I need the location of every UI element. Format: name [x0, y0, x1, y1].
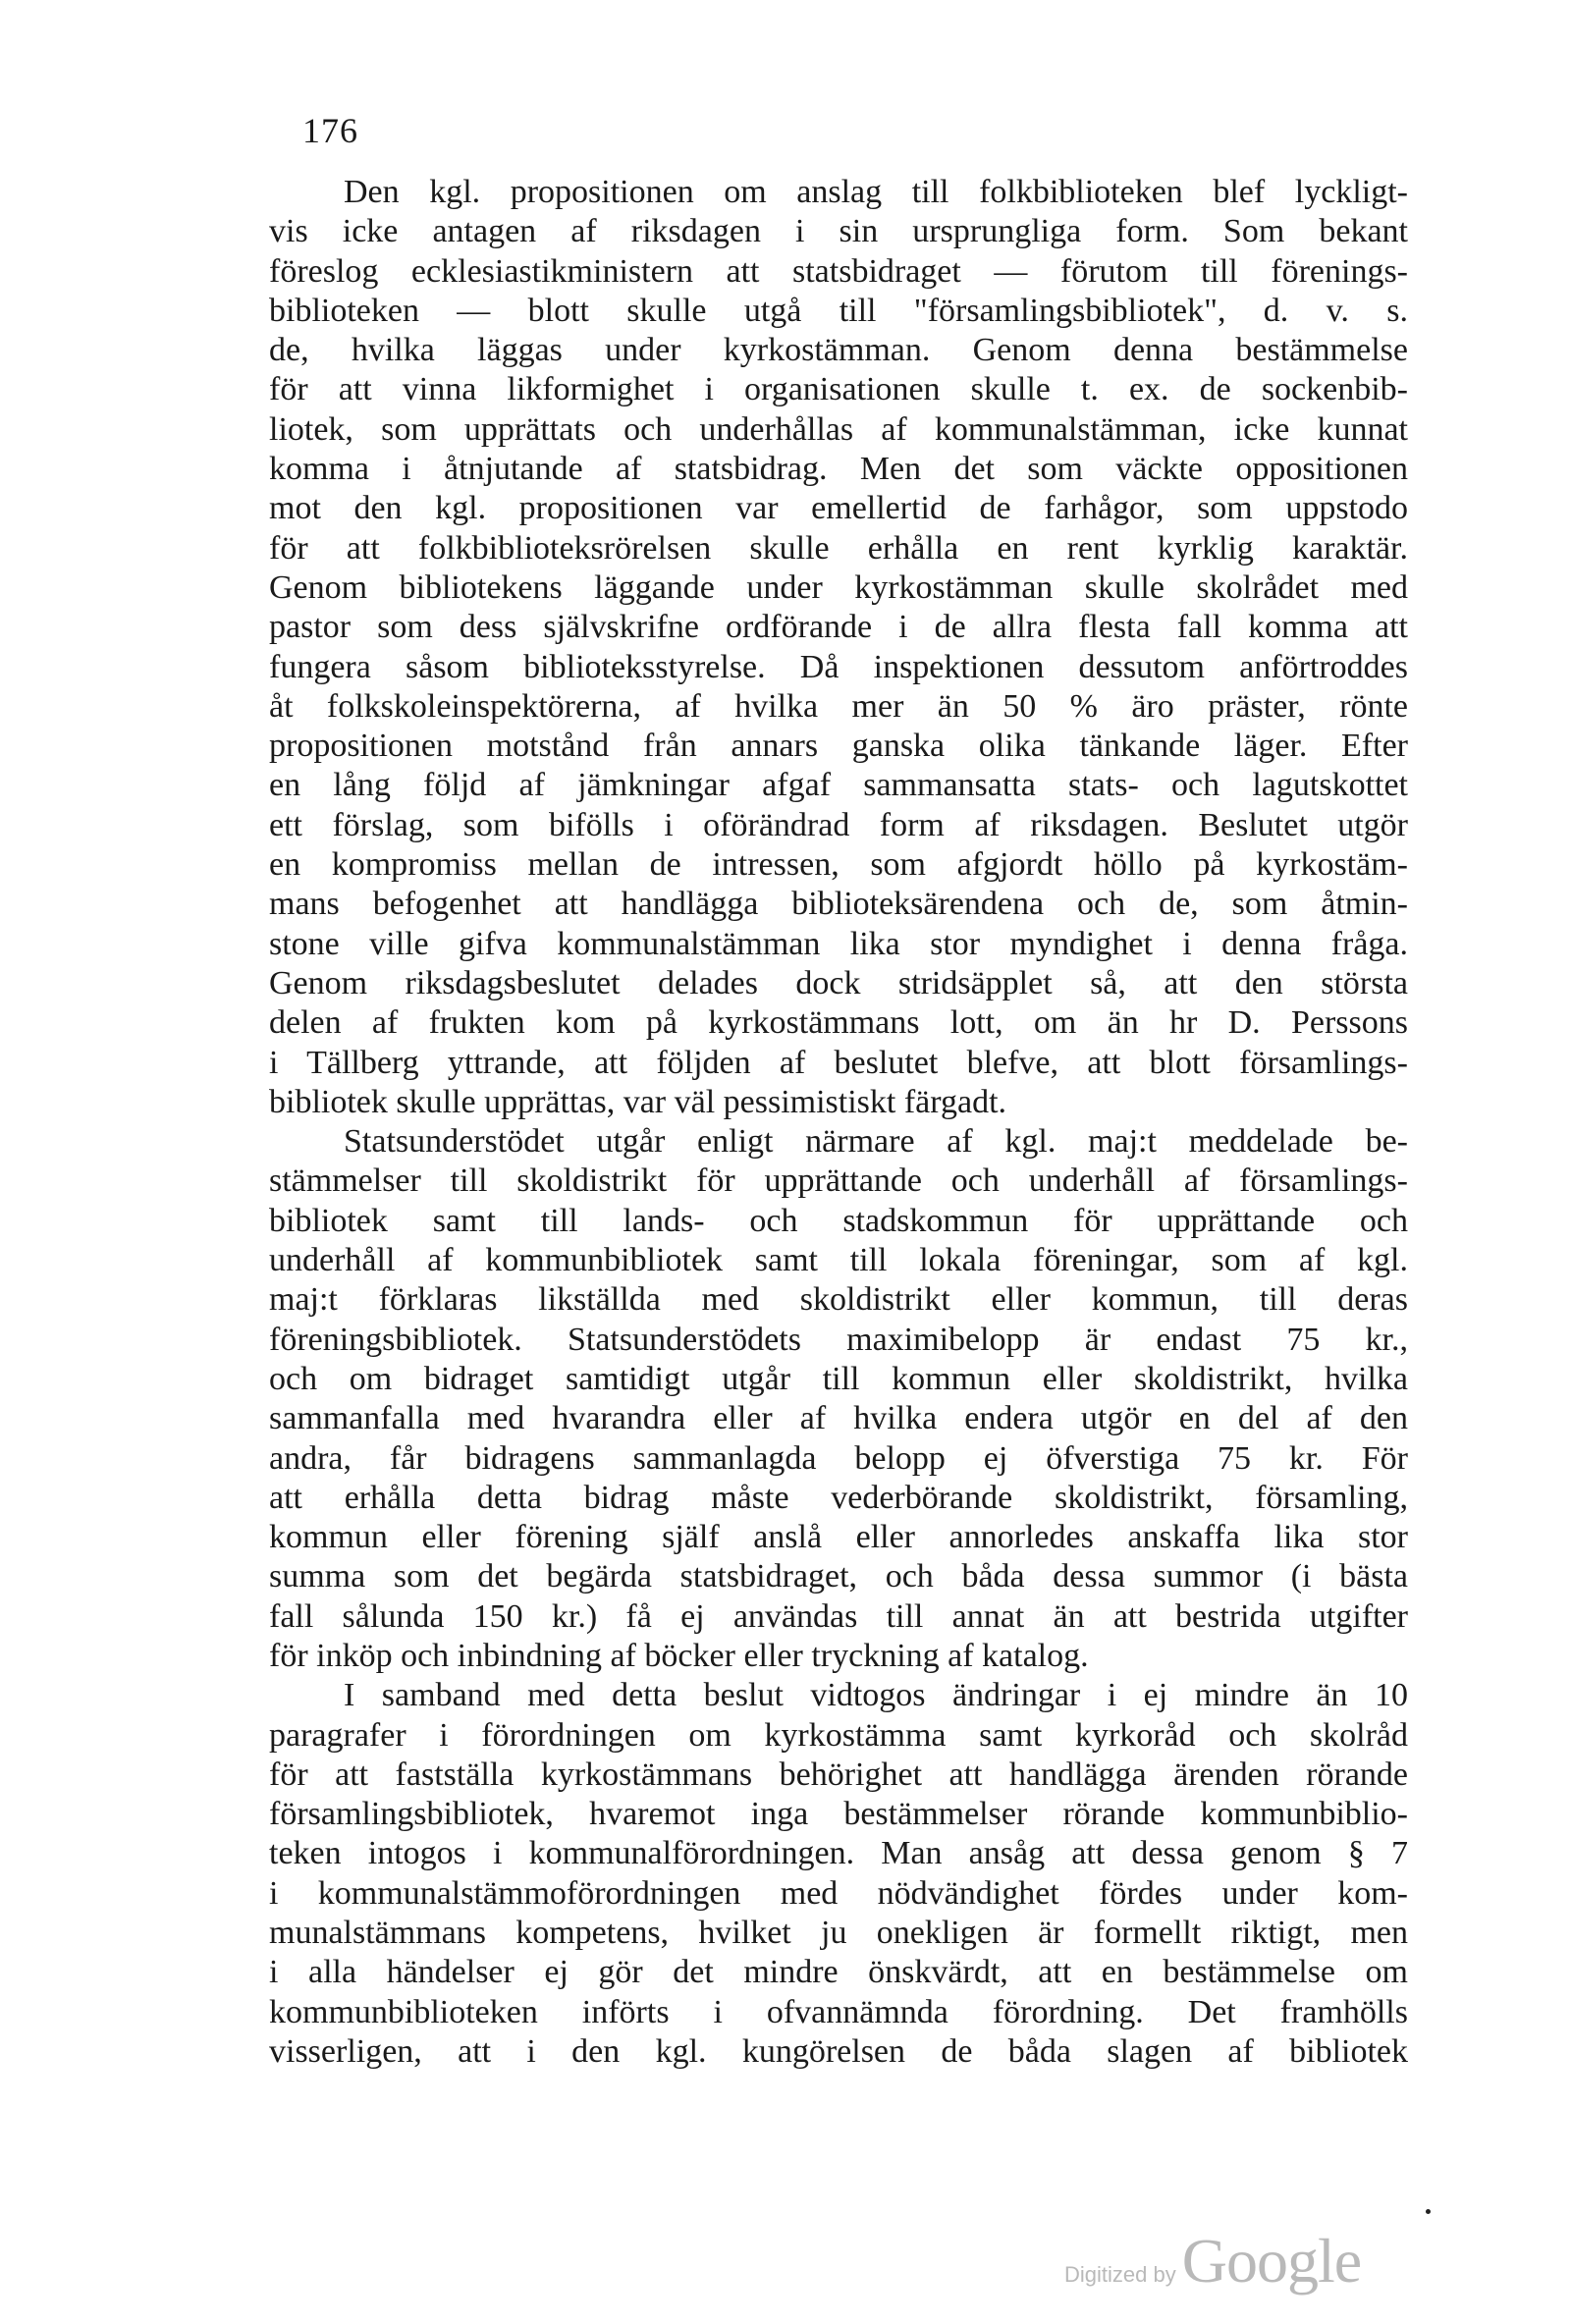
text-line: komma i åtnjutande af statsbidrag. Men det som väckte oppositionen	[269, 451, 1408, 488]
text-line: pastor som dess självskrifne ordförande i de allra flesta fall komma att	[269, 609, 1408, 646]
text-line: fall sålunda 150 kr.) få ej användas till annat än att bestrida utgifter	[269, 1597, 1408, 1635]
text-line: åt folkskoleinspektörerna, af hvilka mer än 50 % äro präster, rönte	[269, 687, 1408, 725]
text-line: mot den kgl. propositionen var emellertid de farhågor, som uppstodo	[269, 490, 1408, 527]
text-line: underhåll af kommunbibliotek samt till lokala föreningar, som af kgl.	[269, 1242, 1408, 1279]
text-line: Statsunderstödet utgår enligt närmare af kgl. maj:t meddelade be-	[344, 1123, 1408, 1161]
text-line: Genom bibliotekens läggande under kyrkostämman skulle skolrådet med	[269, 568, 1408, 606]
text-line: summa som det begärda statsbidraget, och båda dessa summor (i bästa	[269, 1558, 1408, 1595]
text-line: biblioteken — blott skulle utgå till "församlingsbibliotek", d. v. s.	[269, 292, 1408, 329]
text-line: stämmelser till skoldistrikt för upprättande och underhåll af församlings-	[269, 1162, 1408, 1200]
text-line: delen af frukten kom på kyrkostämmans lott, om än hr D. Perssons	[269, 1004, 1408, 1042]
text-line: för att fastställa kyrkostämmans behörighet att handlägga ärenden rörande	[269, 1756, 1408, 1793]
text-line: och om bidraget samtidigt utgår till kommun eller skoldistrikt, hvilka	[269, 1360, 1408, 1397]
text-line: paragrafer i förordningen om kyrkostämma samt kyrkoråd och skolråd	[269, 1716, 1408, 1754]
text-line: föreslog ecklesiastikministern att statsbidraget — förutom till förenings-	[269, 252, 1408, 290]
text-line: Genom riksdagsbeslutet delades dock stridsäpplet så, att den största	[269, 964, 1408, 1001]
text-line: kommun eller förening själf anslå eller annorledes anskaffa lika stor	[269, 1519, 1408, 1556]
google-logo: Google	[1181, 2226, 1362, 2296]
text-line: för att vinna likformighet i organisationen skulle t. ex. de sockenbib-	[269, 371, 1408, 408]
text-line: I samband med detta beslut vidtogos ändringar i ej mindre än 10	[344, 1677, 1408, 1714]
text-line: en lång följd af jämkningar afgaf sammansatta stats- och lagutskottet	[269, 767, 1408, 804]
text-line: propositionen motstånd från annars ganska olika tänkande läger. Efter	[269, 728, 1408, 765]
text-line: för inköp och inbindning af böcker eller tryckning af katalog.	[269, 1637, 1089, 1674]
text-line: ett förslag, som bifölls i oförändrad form af riksdagen. Beslutet utgör	[269, 806, 1408, 843]
digitized-watermark	[1064, 2225, 1361, 2297]
text-line: maj:t förklaras likställda med skoldistrikt eller kommun, till deras	[269, 1281, 1408, 1319]
text-line: bibliotek samt till lands- och stadskommun för upprättande och	[269, 1202, 1408, 1239]
speck	[1426, 2209, 1431, 2214]
text-line: teken intogos i kommunalförordningen. Man ansåg att dessa genom § 7	[269, 1835, 1408, 1872]
text-line: Den kgl. propositionen om anslag till folkbiblioteken blef lyckligt-	[344, 174, 1408, 210]
text-line: att erhålla detta bidrag måste vederbörande skoldistrikt, församling,	[269, 1479, 1408, 1516]
text-line: i alla händelser ej gör det mindre önskvärdt, att en bestämmelse om	[269, 1954, 1408, 1991]
text-line: sammanfalla med hvarandra eller af hvilka endera utgör en del af den	[269, 1400, 1408, 1437]
text-line: föreningsbibliotek. Statsunderstödets maximibelopp är endast 75 kr.,	[269, 1321, 1408, 1358]
text-line: de, hvilka läggas under kyrkostämman. Genom denna bestämmelse	[269, 332, 1408, 369]
text-line: en kompromiss mellan de intressen, som afgjordt höllo på kyrkostäm-	[269, 846, 1408, 884]
text-line: fungera såsom biblioteksstyrelse. Då inspektionen dessutom anförtroddes	[269, 648, 1408, 685]
text-line: stone ville gifva kommunalstämman lika stor myndighet i denna fråga.	[269, 925, 1408, 962]
watermark-prefix: Digitized by	[1064, 2262, 1176, 2287]
text-line: bibliotek skulle upprättas, var väl pessimistiskt färgadt.	[269, 1083, 1007, 1120]
text-line: kommunbiblioteken införts i ofvannämnda förordning. Det framhölls	[269, 1993, 1408, 2030]
text-line: vis icke antagen af riksdagen i sin ursprungliga form. Som bekant	[269, 213, 1408, 250]
text-line: mans befogenhet att handlägga biblioteksärendena och de, som åtmin-	[269, 886, 1408, 923]
text-line: munalstämmans kompetens, hvilket ju onekligen är formellt riktigt, men	[269, 1915, 1408, 1952]
body-text	[269, 173, 1408, 2072]
text-line: liotek, som upprättats och underhållas af kommunalstämman, icke kunnat	[269, 410, 1408, 448]
page-number: 176	[302, 111, 358, 150]
text-line: församlingsbibliotek, hvaremot inga bestämmelser rörande kommunbiblio-	[269, 1796, 1408, 1833]
text-line: visserligen, att i den kgl. kungörelsen de båda slagen af bibliotek	[269, 2032, 1408, 2070]
text-line: andra, får bidragens sammanlagda belopp ej öfverstiga 75 kr. För	[269, 1439, 1408, 1477]
text-line: för att folkbiblioteksrörelsen skulle erhålla en rent kyrklig karaktär.	[269, 529, 1408, 567]
text-line: i kommunalstämmoförordningen med nödvändighet fördes under kom-	[269, 1874, 1408, 1912]
text-line: i Tällberg yttrande, att följden af beslutet blefve, att blott församlings-	[269, 1044, 1408, 1081]
